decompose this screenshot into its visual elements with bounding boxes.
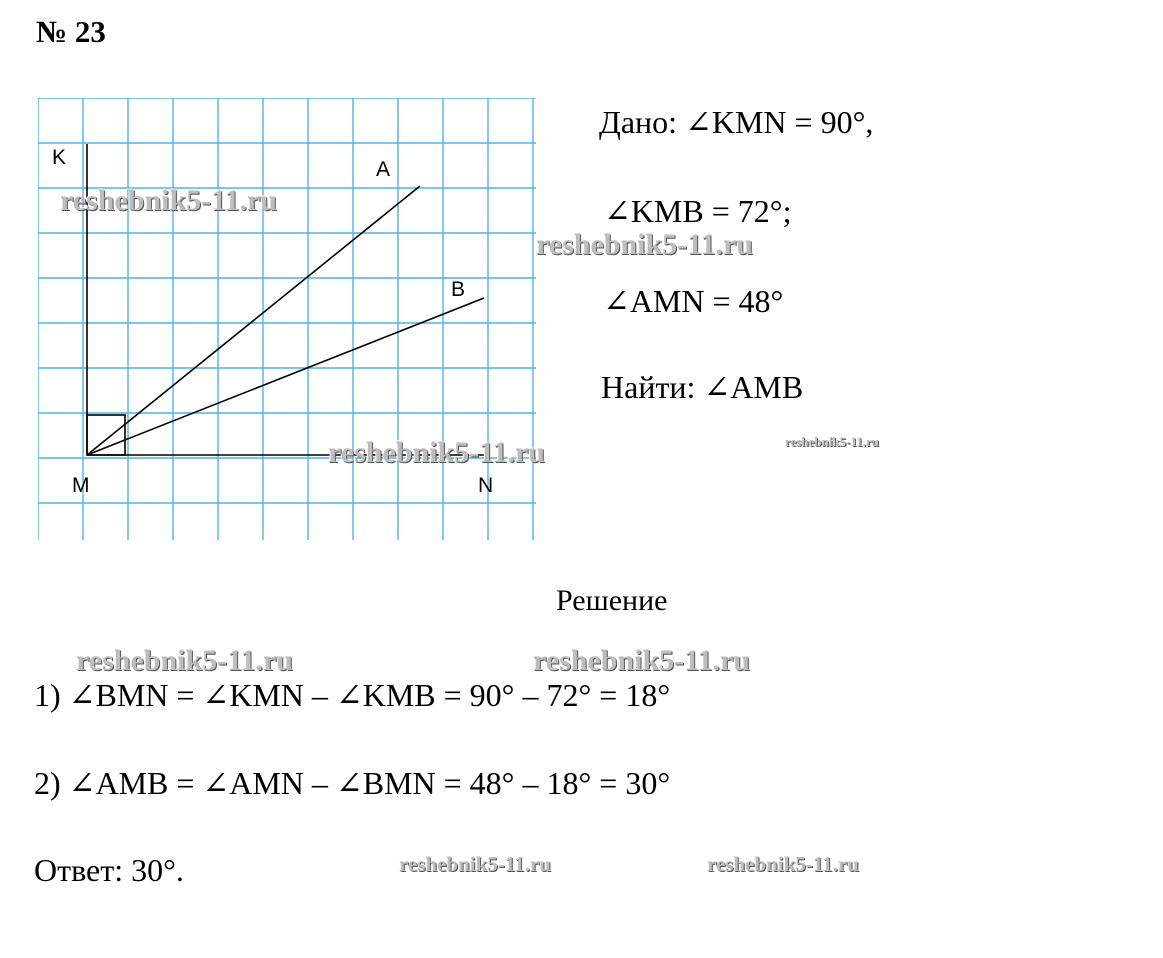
geometry-figure (38, 98, 536, 540)
answer-line: Ответ: 30°. (34, 852, 184, 888)
given-line-2: ∠KMB = 72°; (604, 193, 792, 229)
ray-mb (87, 298, 484, 455)
solution-heading: Решение (556, 584, 668, 617)
solution-step-1: 1) ∠BMN = ∠KMN – ∠KMB = 90° – 72° = 18° (34, 677, 671, 713)
solution-step-2: 2) ∠AMB = ∠AMN – ∠BMN = 48° – 18° = 30° (34, 765, 671, 801)
find-line: Найти: ∠AMB (601, 369, 804, 405)
label-a: A (376, 158, 391, 181)
label-m: M (72, 474, 90, 497)
problem-number: № 23 (36, 14, 106, 49)
ray-ma (87, 186, 420, 455)
grid (38, 98, 536, 540)
watermark: reshebnik5-11.ru (328, 436, 545, 469)
watermark: reshebnik5-11.ru (60, 184, 277, 217)
right-angle-marker (87, 415, 125, 455)
watermark: reshebnik5-11.ru (399, 852, 551, 876)
given-line-3: ∠AMN = 48° (603, 283, 784, 319)
label-b: B (451, 278, 466, 301)
given-line-1: Дано: ∠KMN = 90°, (599, 104, 874, 140)
label-n: N (478, 474, 494, 497)
watermark: reshebnik5-11.ru (785, 434, 880, 449)
watermark: reshebnik5-11.ru (536, 228, 753, 261)
watermark: reshebnik5-11.ru (76, 644, 293, 677)
watermark: reshebnik5-11.ru (707, 852, 859, 876)
watermark: reshebnik5-11.ru (533, 644, 750, 677)
label-k: K (52, 146, 67, 169)
